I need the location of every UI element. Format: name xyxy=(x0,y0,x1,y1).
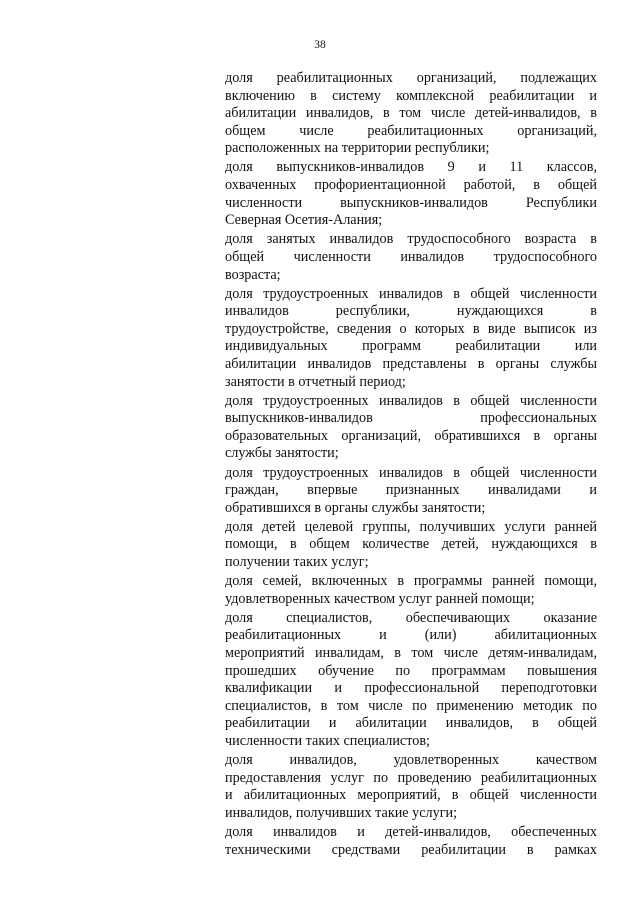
paragraph xyxy=(225,393,597,463)
text-line: предоставления услуг по проведению реабилитационных xyxy=(225,769,597,786)
text-line: доля инвалидов, удовлетворенных качеством xyxy=(225,752,597,769)
text-line: инвалидов, получивших такие услуги; xyxy=(225,804,458,821)
text-line: обратившихся в органы службы занятости; xyxy=(225,499,486,516)
text-line: граждан, впервые признанных инвалидами и xyxy=(225,482,597,499)
paragraph xyxy=(225,465,597,518)
text-line: доля реабилитационных организаций, подлежащих xyxy=(225,70,597,86)
text-line: абилитации инвалидов, в том числе детей-инвалидов, в xyxy=(225,105,597,122)
paragraph xyxy=(225,231,597,284)
text-line: численности таких специалистов; xyxy=(225,732,430,749)
text-line: удовлетворенных качеством услуг ранней помощи; xyxy=(225,590,535,607)
text-line: доля специалистов, обеспечивающих оказание xyxy=(225,609,597,626)
text-line: прошедших обучение по программам повышения xyxy=(225,662,597,679)
text-line: расположенных на территории республики; xyxy=(225,140,490,157)
text-line: помощи, в общем количестве детей, нуждающихся в xyxy=(225,536,597,553)
text-line: реабилитационных и (или) абилитационных xyxy=(225,627,597,644)
text-line: доля инвалидов и детей-инвалидов, обеспеченных xyxy=(225,823,597,840)
text-line: доля трудоустроенных инвалидов в общей численности xyxy=(225,464,597,481)
paragraph xyxy=(225,824,597,859)
text-line: численности выпускников-инвалидов Республики xyxy=(225,194,597,211)
text-line: трудоустройстве, сведения о которых в виде выписок из xyxy=(225,320,597,337)
paragraph xyxy=(225,159,597,229)
text-line: выпускников-инвалидов профессиональных xyxy=(225,410,597,427)
text-line: общей численности инвалидов трудоспособного xyxy=(225,248,597,265)
paragraph xyxy=(225,610,597,751)
text-line: квалификации и профессиональной переподготовки xyxy=(225,680,597,697)
text-line: службы занятости; xyxy=(225,445,339,462)
text-line: реабилитации и абилитации инвалидов, в общей xyxy=(225,715,597,732)
text-line: включению в систему комплексной реабилитации и xyxy=(225,87,597,104)
text-line: доля занятых инвалидов трудоспособного возраста в xyxy=(225,231,597,248)
text-line: доля семей, включенных в программы ранней помощи, xyxy=(225,573,597,590)
paragraph xyxy=(225,519,597,572)
paragraph xyxy=(225,286,597,392)
text-line: абилитации инвалидов представлены в органы службы xyxy=(225,356,597,372)
document-body xyxy=(225,70,597,861)
page-number: 38 xyxy=(314,39,326,51)
text-line: получении таких услуг; xyxy=(225,554,369,571)
text-line: инвалидов республики, нуждающихся в xyxy=(225,303,597,320)
text-line: занятости в отчетный период; xyxy=(225,373,406,390)
text-line: доля трудоустроенных инвалидов в общей численности xyxy=(225,392,597,409)
text-line: и абилитационных мероприятий, в общей численности xyxy=(225,787,597,804)
text-line: мероприятий инвалидам, в том числе детям-инвалидам, xyxy=(225,645,597,661)
text-line: специалистов, в том числе по применению методик по xyxy=(225,697,597,714)
text-line: общем числе реабилитационных организаций, xyxy=(225,122,597,139)
text-line: индивидуальных программ реабилитации или xyxy=(225,338,597,355)
text-line: образовательных организаций, обратившихся в органы xyxy=(225,427,597,444)
text-line: доля детей целевой группы, получивших услуги ранней xyxy=(225,518,597,535)
paragraph xyxy=(225,573,597,608)
paragraph xyxy=(225,70,597,158)
text-line: Северная Осетия-Алания; xyxy=(225,212,383,229)
paragraph xyxy=(225,752,597,822)
text-line: доля трудоустроенных инвалидов в общей численности xyxy=(225,285,597,302)
text-line: охваченных профориентационной работой, в общей xyxy=(225,177,597,194)
text-line: возраста; xyxy=(225,266,281,283)
text-line: доля выпускников-инвалидов 9 и 11 классов, xyxy=(225,159,597,176)
text-line: техническими средствами реабилитации в рамках xyxy=(225,841,597,858)
